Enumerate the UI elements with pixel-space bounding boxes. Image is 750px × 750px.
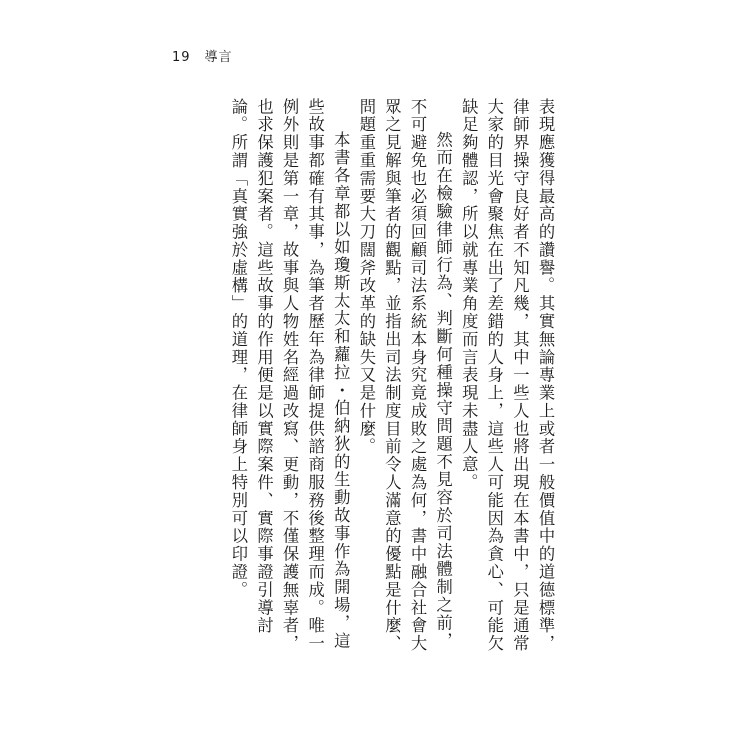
running-header [172, 46, 233, 65]
body-text [225, 98, 558, 658]
paragraph-3: 本書各章都以如瓊斯太太和蘿拉・伯納狄的生動故事作為開場，這些故事都確有其事，為筆者歷年為律師提供諮商服務後整理而成。唯一例外則是第一章，故事與人物姓名經過改寫、更動，不僅保護無辜者，也求保護犯案者。這些故事的作用便是以實際案件、實際事證引導討論。所謂「真實強於虛構」的道理，在律師身上特別可以印證。 [228, 98, 351, 653]
page-number: 19 [172, 50, 191, 65]
paragraph-1: 表現應獲得最高的讚譽。其實無論專業上或者一般價值中的道德標準，律師界操守良好者不知凡幾，其中一些人也將出現在本書中，只是通常大家的目光會聚焦在出了差錯的人身上，這些人可能因為貪心、可能欠缺足夠體認，所以就專業角度而言表現未盡人意。 [459, 98, 555, 653]
chapter-title: 導言 [204, 50, 233, 65]
paragraph-2: 然而在檢驗律師行為、判斷何種操守問題不見容於司法體制之前，不可避免也必須回顧司法系統本身究竟成敗之處為何，書中融合社會大眾之見解與筆者的觀點，並指出司法制度目前令人滿意的優點是什麼、問題重重需要大刀闊斧改革的缺失又是什麼。 [356, 98, 453, 653]
